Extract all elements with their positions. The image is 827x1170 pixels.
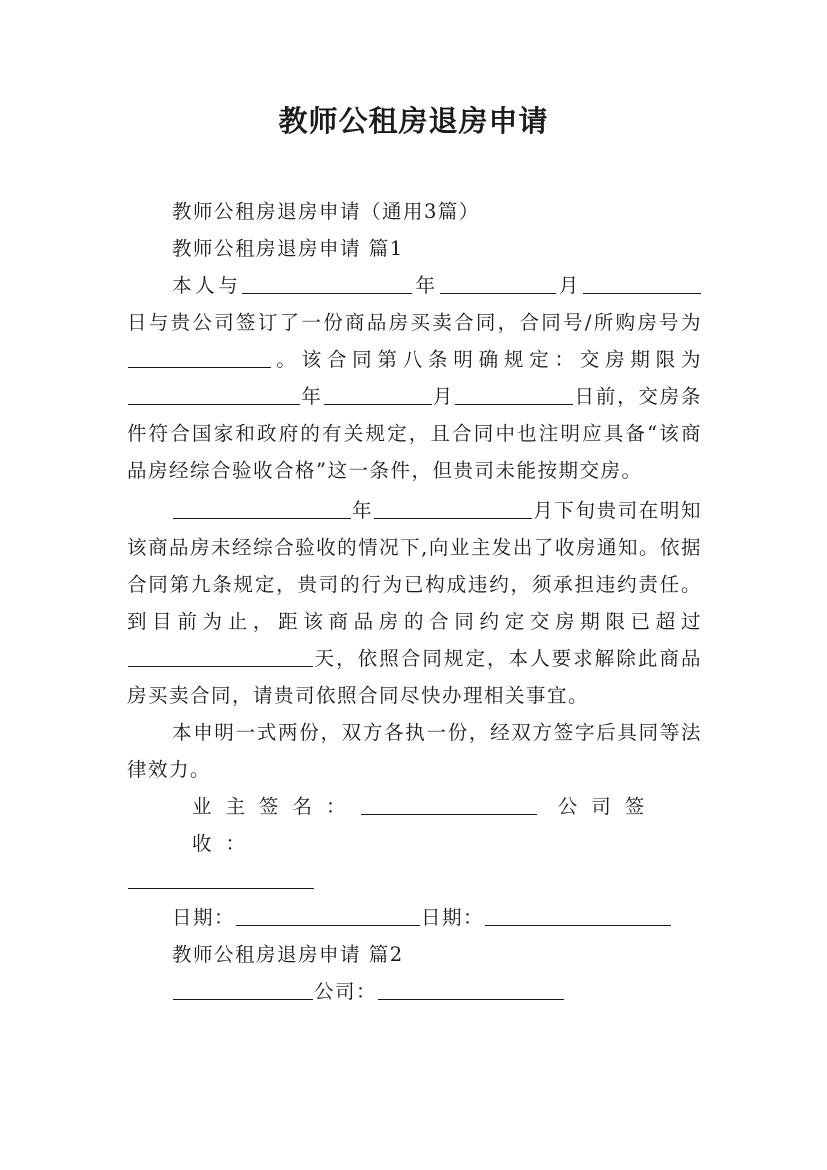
text-segment: 月: [432, 385, 455, 408]
text-segment: 日前，交房条件符合国家和政府的有关规定，且合同中也注明应具备“该商品房经综合验收合格”这一条件，但贵司未能按期交房。: [127, 385, 702, 482]
article-1-paragraph-1: [127, 267, 702, 489]
text-segment: 年: [301, 385, 323, 408]
company-label: 公司：: [314, 980, 378, 1003]
owner-signature-blank: [361, 795, 537, 815]
blank-line: [242, 274, 412, 294]
text-segment: 月: [556, 274, 582, 297]
name-blank: [173, 980, 313, 1000]
blank-line: [128, 647, 313, 667]
text-segment: 天，依照合同规定，本人要求解除此商品房买卖合同，请贵司依照合同尽快办理相关事宜。: [127, 647, 702, 707]
date-line: [127, 899, 702, 936]
blank-line: [374, 499, 532, 519]
text-segment: 年: [352, 499, 374, 522]
article-2-heading: 教师公租房退房申请 篇2: [172, 943, 404, 966]
text-segment: 月下旬贵司在明知该商品房未经综合验收的情况下,向业主发出了收房通知。依据合同第九条规定，贵司的行为已构成违约，须承担违约责任。到目前为止，距该商品房的合同约定交房期限已超过: [127, 499, 702, 633]
owner-signature-label: 业主签名：: [192, 795, 360, 818]
owner-date-label: 日期：: [172, 906, 236, 929]
text-segment: 本人与: [172, 274, 242, 297]
company-blank: [378, 980, 564, 1000]
document-title: 教师公租房退房申请: [278, 104, 549, 138]
company-signature-label: 公司签收：: [192, 795, 659, 855]
article-1-paragraph-2: [127, 492, 702, 714]
blank-line: [173, 499, 351, 519]
document-body: [127, 193, 702, 1010]
signature-line: [127, 788, 702, 862]
blank-line: [583, 274, 701, 294]
article-1-heading: 教师公租房退房申请 篇1: [172, 237, 404, 260]
company-date-blank: [485, 906, 671, 926]
blank-line: [324, 385, 432, 405]
text-segment: 年: [413, 274, 439, 297]
text-segment: 日与贵公司签订了一份商品房买卖合同，合同号/所购房号为: [127, 311, 702, 334]
company-signature-blank: [128, 869, 314, 889]
blank-line: [128, 348, 271, 368]
article-1-paragraph-3: 本申明一式两份，双方各执一份，经双方签字后具同等法律效力。: [127, 721, 702, 781]
company-date-label: 日期：: [421, 906, 485, 929]
blank-line: [128, 385, 300, 405]
document-subtitle: 教师公租房退房申请（通用3篇）: [172, 200, 480, 223]
article-2-line-1: [127, 973, 702, 1010]
text-segment: 。该合同第八条明确规定：交房期限为: [272, 348, 702, 371]
signature-line-2: [127, 862, 702, 899]
blank-line: [440, 274, 556, 294]
owner-date-blank: [236, 906, 420, 926]
blank-line: [455, 385, 573, 405]
